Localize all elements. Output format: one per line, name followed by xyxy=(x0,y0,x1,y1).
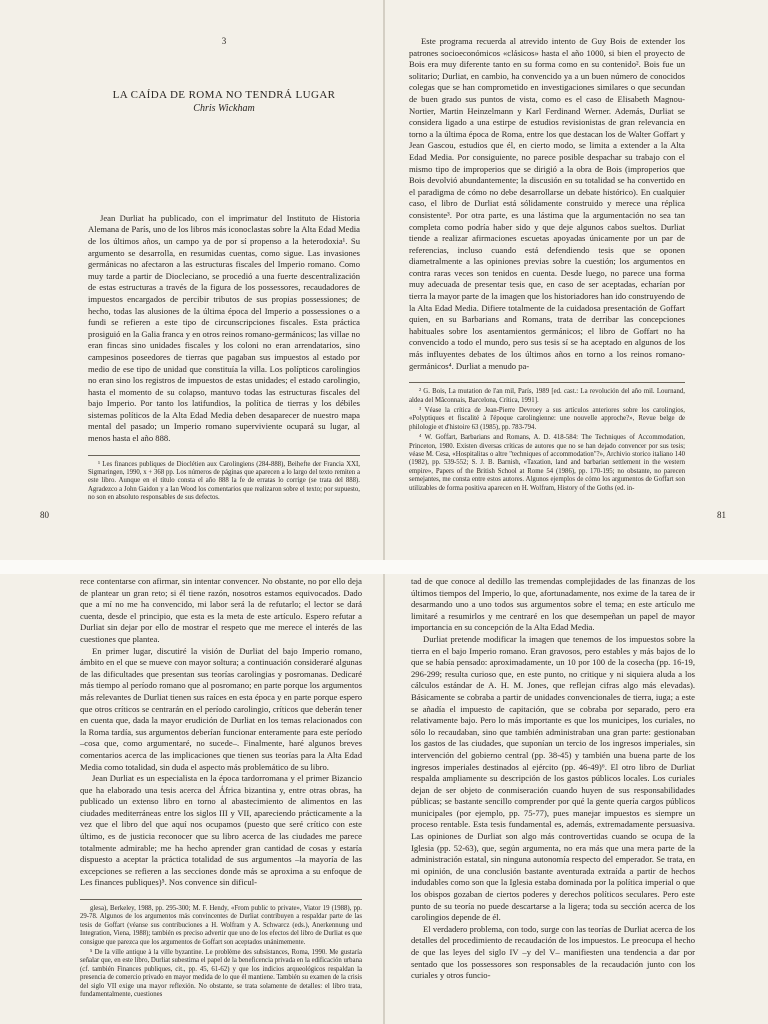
page-83-content xyxy=(411,576,695,982)
scan-gap xyxy=(0,560,768,574)
page-80 xyxy=(0,0,383,560)
page-number: 81 xyxy=(717,510,726,520)
footnote: ⁴ W. Goffart, Barbarians and Romans, A. D. 418-584: The Techniques of Accommodation, Princeton, 1980. Existen diversas críticas de autores que no se han dejado convencer por sus tesis; véase M. Cesa, «Hospitalitas o altre "techniques of accommodation"?», Archivio storico italiano 140 (1982), pp. 539-552; S. J. B. Barnish, «Taxation, land and barbarian settlement in the western empire», Papers of the British School at Rome 54 (1986), pp. 170-195; no obstante, no parecen semejantes, me consta entre estos autores. Algunos ejemplos de cómo los argumentos de Goffart son utilizables de forma positiva aparecen en H. Wolfram, History of the Goths (ed. in- xyxy=(409,434,685,492)
body-paragraph: El verdadero problema, con todo, surge con las teorías de Durliat acerca de los detalles del procedimiento de recaudación de los impuestos. Le preocupa el hecho de que las leyes del siglo IV –y del V– manifiesten una tendencia a dar por sentado que los possessores son responsables de la recaudación junto con los curiales y otros funcio- xyxy=(411,923,695,981)
page-81 xyxy=(385,0,768,560)
body-paragraph: Jean Durliat ha publicado, con el imprimatur del Instituto de Historia Alemana de París, uno de los libros más iconoclastas sobre la Alta Edad Media de los últimos años, un campo ya de por sí propenso a la heterodoxia¹. Su argumento se desarrolla, en resumidas cuentas, como sigue. Las invasiones germánicas no afectaron a las estructuras fiscales del Imperio romano. Como muy tarde a partir de Diocleciano, se procedió a una fuerte descentralización de estas estructuras a través de la figura de los possessores, recaudadores de impuestos encargados de percibir tributos de sus propias possessiones; de hecho, todas las alusiones de la última época del Imperio a possessiones o a fundi se refieren a este tipo de circunscripciones fiscales. Esta práctica prosiguió en la Galia franca y en otros reinos romano-germánicos; las villae no eran fincas sino unidades fiscales y los coloni no eran arrendatarios, sino campesinos poseedores de tierras que pagaban sus impuestos al estado por medio de ese tipo de unidad que constituía la villa. Los polípticos carolingios no eran sino los registros de impuestos de estas unidades; el estado carolingio, hasta el momento de su colapso, mantuvo todas las estructuras fiscales del bajo Imperio. Por tanto los latifundios, la política de tierras y los débiles sistemas políticos de la Alta Edad Media deben desaparecer de nuestro mapa mental del pasado; un Imperio romano superviviente ocupará su lugar, al menos hasta el año 888. xyxy=(88,212,360,444)
footnote: ¹ Les finances publiques de Dioclétien aux Carolingiens (284-888), Beihefte der Francia XXI, Sigmaringen, 1990, x + 368 pp. Los números de páginas que aparecen a lo largo del texto remiten a este libro. Aunque en el título consta el año 888 la fe de erratas lo corrige (se trata del 888). Agradezco a John Gaidon y a Ian Wood los comentarios que realizaron sobre el texto; por supuesto, no son en absoluto responsables de sus defectos. xyxy=(88,460,360,502)
page-82-content xyxy=(80,576,362,1002)
footnotes xyxy=(88,455,360,503)
chapter-author: Chris Wickham xyxy=(193,103,255,115)
body-paragraph: En primer lugar, discutiré la visión de Durliat del bajo Imperio romano, ámbito en el que se mueve con mayor soltura; a continuación consideraré algunas de las dificultades que presentan sus teorías carolingias y posromanas. Dedicaré más tiempo al período romano que al posromano; en parte porque los argumentos más relevantes de Durliat tienen sus raíces en esta época y en parte porque espero que otros críticos se centrarán en el período carolingio, críticos que deberán tener en cuenta que, dada la mayor erudición de Durliat en los temas relacionados con la Roma tardía, sus argumentos deberían funcionar enteramente para este período –cosa que, como argumentaré, no sucede–. Finalmente, haré algunos breves comentarios acerca de las implicaciones que tienen sus teorías para la Alta Edad Media como totalidad, sin duda el aspecto más problemático de su libro. xyxy=(80,645,362,772)
chapter-title: LA CAÍDA DE ROMA NO TENDRÁ LUGAR xyxy=(112,88,336,101)
page-81-content xyxy=(409,36,685,495)
footnotes xyxy=(80,899,362,999)
body-paragraph: tad de que conoce al dedillo las tremendas complejidades de las finanzas de los últimos tiempos del Imperio, lo que, afortunadamente, nos exime de la tarea de ir desarmando uno a uno todos sus argumentos sobre el tema; en este artículo me limitaré a resumirlos y me centraré en los que desempeñan un papel de mayor importancia en su concepción de la Alta Edad Media. xyxy=(411,576,695,633)
footnote: glesa), Berkeley, 1988, pp. 295-300; M. F. Hendy, «From public to private», Viator 19 (1988), pp. 29-78. Algunos de los argumentos más convincentes de Durliat contribuyen a respaldar parte de las tesis de Goffart (véanse sus contribuciones a H. Wolfram y A. Schwarcz (eds.), Anerkennung und Integration, Viena, 1988); también es preciso advertir que uno de los efectos del libro de Durliat es que consigue que parezca que los argumentos de Goffart son aceptados unánimemente. xyxy=(80,905,362,946)
page-number: 80 xyxy=(40,510,49,520)
body-paragraph: Este programa recuerda al atrevido intento de Guy Bois de extender los patrones socioeconómicos «clásicos» hasta el año 1000, si bien el proyecto de Bois era muy diferente tanto en su forma como en su contenido². Bois fue un solitario; Durliat, en cambio, ha convencido ya a un buen número de conocidos colegas que se han comprometido en investigaciones similares o que secundan de buen grado sus puntos de vista, como es el caso de Elisabeth Magnou-Nortier, Martin Heinzelmann y Karl Ferdinand Werner. Además, Durliat se considera ligado a una estirpe de estudios revisionistas de gran relevancia en torno a la última época de Roma, entre los que destacan los de Walter Goffart y Jean Gascou, estudios que él, en cierto modo, se limita a extender a la Alta Edad Media. Por consiguiente, no parece posible despachar su trabajo con el mismo tipo de improperios que se dirigió a la obra de Bois (improperios que Bois devolvió abundantemente; la discusión en su totalidad se ha convertido en el paradigma de cómo no debe desarrollarse un debate histórico). En cualquier caso, el libro de Durliat está sólidamente construido y merece una réplica consistente³. Por otra parte, es una lástima que la argumentación no sea tan completa como podría haber sido y que deje algunos cabos sueltos. Durliat tiende a realizar afirmaciones escuetas apoyadas únicamente por un par de referencias, incluso cuando está defendiendo tesis que se oponen diametralmente a las opiniones previas sobre la cuestión; los argumentos en contra raras veces son tenidos en cuenta. Desde luego, no parece una forma muy adecuada de presentar tesis que, en caso de ser aceptadas, echarían por tierra la mayor parte de la imagen que los historiadores han ido construyendo de la Alta Edad Media. Difiere totalmente de la cuidadosa presentación de Goffart quien, en su Barbarians and Romans, trata de derribar las concepciones habituales sobre los asentamientos germánicos; el libro de Goffart no ha convencido a todo el mundo, pero sus tesis sí se ha aceptado en algunos de los más influyentes debates de los últimos años en torno a los reinos romano-germánicos⁴. Durliat a menudo pa- xyxy=(409,36,685,371)
page-80-content xyxy=(88,36,360,505)
page-82 xyxy=(0,574,383,1024)
page-83 xyxy=(385,574,768,1024)
footnote: ⁵ De la ville antique à la ville byzantine. Le problème des subsistances, Roma, 1990. Me gustaría señalar que, en este libro, Durliat subestima el papel de la beneficencia privada en la edificación urbana (cf. también Finances publiques, cit., pp. 45, 61-62) y que los indicios arqueológicos respaldan la presencia de comercio privado en mayor medida de lo que él mantiene. También su examen de la crisis del siglo VII exige una mayor reflexión. No obstante, se trata solamente de detalles: el libro trata, fundamentalmente, cuestiones xyxy=(80,949,362,999)
body-paragraph: Jean Durliat es un especialista en la época tardorromana y el primer Bizancio que ha elaborado una tesis acerca del África bizantina y, entre otras obras, ha publicado un extenso libro en torno al abastecimiento de alimentos en las ciudades mediterráneas entre los siglos III y VII, apareciendo prácticamente a la vez que el libro del que aquí nos ocupamos (puesto que seré crítico con este último, es de justicia reconocer que su libro acerca de las ciudades me parece totalmente admirable; me ha hecho aprender gran cantidad de cosas y estaría dispuesto a aceptar la práctica totalidad de sus argumentos –la mayoría de las excepciones se refieren a las secciones donde más se aproxima a su enfoque de Les finances publiques)⁵. Nos convence sin dificul- xyxy=(80,773,362,888)
footnote: ² G. Bois, La mutation de l'an mil, París, 1989 [ed. cast.: La revolución del año mil. Lournand, aldea del Mâconnais, Barcelona, Crítica, 1991]. xyxy=(409,388,685,404)
chapter-number: 3 xyxy=(221,36,227,46)
body-paragraph: Durliat pretende modificar la imagen que tenemos de los impuestos sobre la tierra en el bajo Imperio romano. Eran gravosos, pero estables y más bajos de lo que se había pensado: aproximadamente, un 10 por 100 de la cosecha (pp. 16-19, 296-299; resulta curioso que, en este punto, no critique y ni siquiera aluda a los cálculos estándar de A. H. M. Jones, que reflejan cifras algo más elevadas). Básicamente se cobraba a partir de unidades convencionales de tierra, iuga; a este se añadía el impuesto de capitación, que se cobraba por separado, pero era relativamente bajo. Pero lo más importante es que los municipes, los curiales, no sólo lo recaudaban, sino que también administraban una gran parte: gestionaban los gastos de las ciudades, que suponían un tercio de los ingresos imperiales, sin intervención del gobierno central (pp. 38-45) y también una buena parte de los ingresos imperiales destinados al ejército (pp. 46-49)⁶. El otro libro de Durliat respalda ampliamente su descripción de los gastos públicos locales. Los curiales dejan de ser objeto de conmiseración cuando huyen de sus responsabilidades públicas; se bastante sencillo comprender por qué la gente quería cargos públicos municipales (por ejemplo, pp. 75-77), pues manejar impuestos es siempre un proceso rentable. Esta tesis fundamental es, además, extremadamente persuasiva. Las opiniones de Durliat son algo más controvertidas cuando se ocupa de la Iglesia (pp. 52-63), que, según argumenta, no era más que una mera parte de la administración estatal, sin ninguna autonomía respecto del emperador. Se trata, en mi opinión, de una conclusión bastante aventurada extraída a partir de hechos indudables como son que la Iglesia estaba dominada por la política imperial o que los obispos gozaban de ciertos poderes y derechos políticos seculares. Pero este punto de su teoría no puede descartarse a la ligera; toda su sección acerca de los carolingios depende de él. xyxy=(411,633,695,923)
body-paragraph: rece contentarse con afirmar, sin intentar convencer. No obstante, no por ello deja de plantear un gran reto; si él tiene razón, nosotros estamos equivocados. Dado que a mí no me ha convencido, mi labor será la de refutarlo; el lector se dará cuenta, desde el principio, que esta es la meta de este artículo. Espero refutar a Durliat sin dejar por ello de mostrar el respeto que me merece el interés de las cuestiones que plantea. xyxy=(80,576,362,644)
footnote: ³ Véase la crítica de Jean-Pierre Devroey a sus artículos anteriores sobre los carolingios, «Polyptiques et fiscalité à l'époque carolingienne: une nouvelle approche?», Revue belge de philologie et d'histoire 63 (1985), pp. 783-794. xyxy=(409,407,685,431)
footnotes xyxy=(409,382,685,493)
